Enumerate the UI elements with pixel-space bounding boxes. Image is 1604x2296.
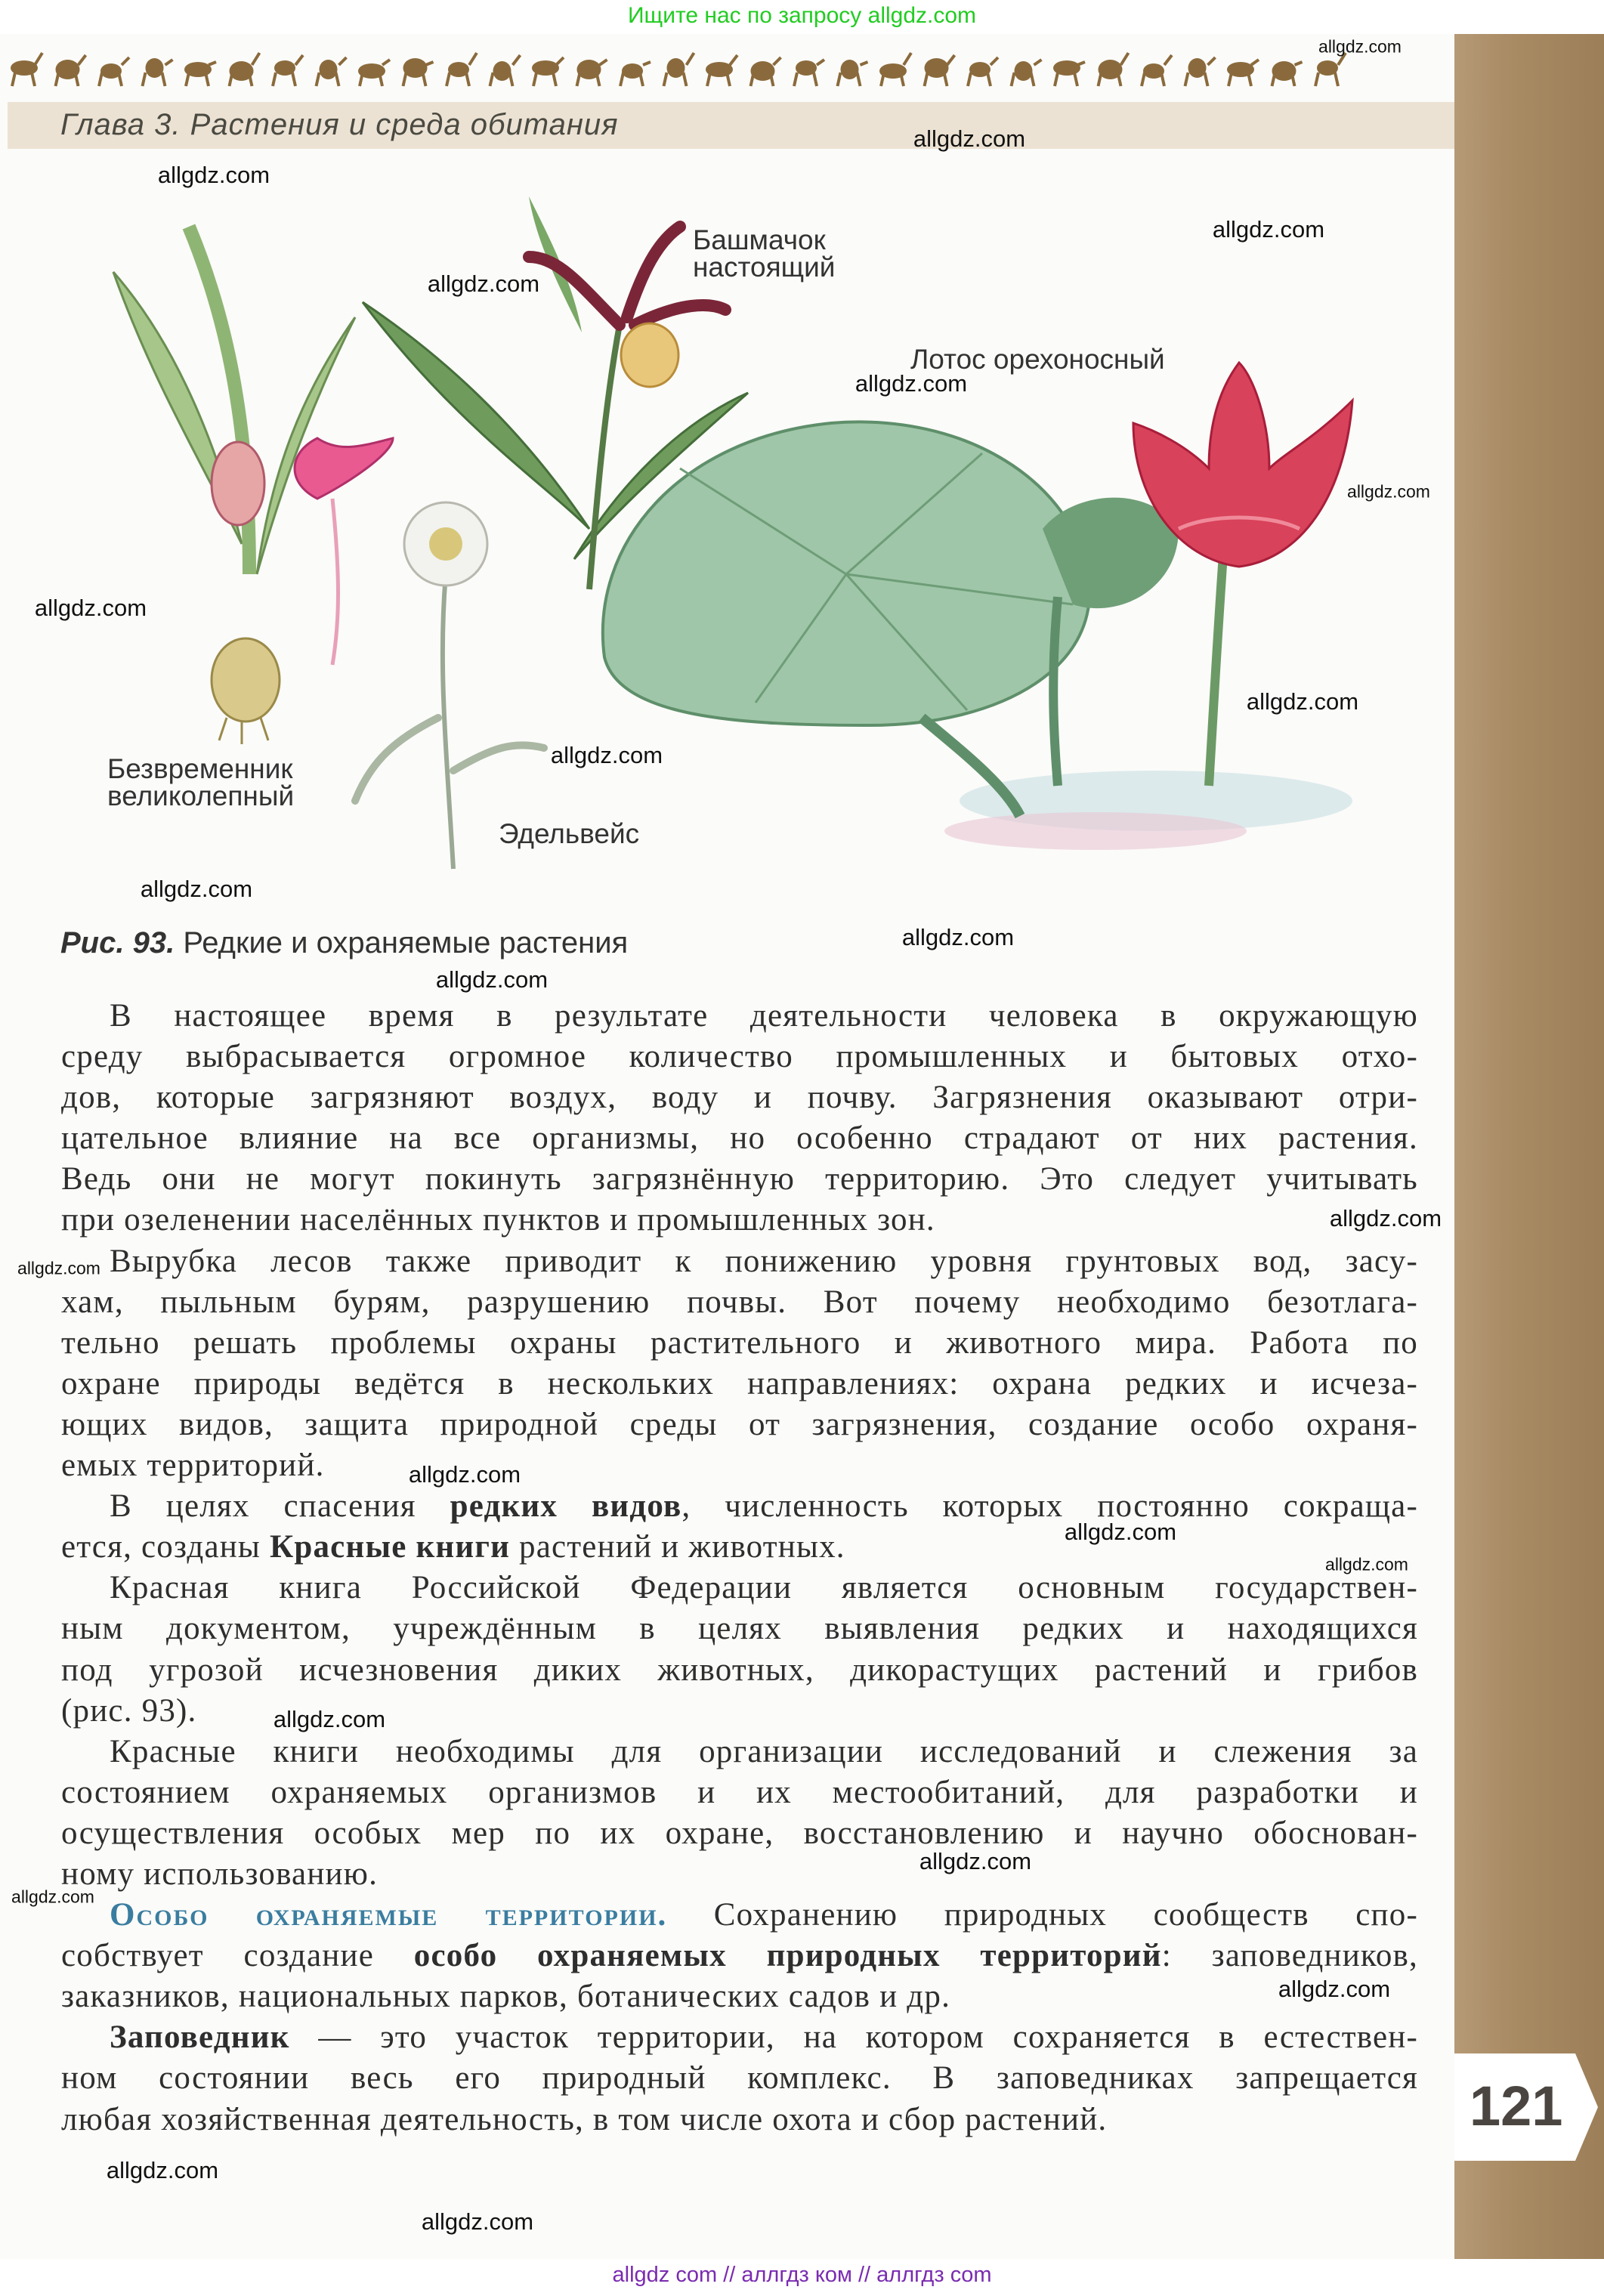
animal-silhouette-icon bbox=[447, 53, 477, 86]
watermark: allgdz.com bbox=[1318, 36, 1402, 57]
animal-silhouette-icon bbox=[664, 53, 694, 86]
label-colchicum bbox=[107, 753, 295, 811]
animal-silhouette-icon bbox=[403, 58, 434, 86]
animal-silhouette-icon bbox=[751, 57, 781, 86]
text-segment: В настоящее время в результате деятельности человека в окружающую bbox=[110, 998, 1418, 1034]
text-segment: при озеленении населённых пунктов и промышленных зон. bbox=[61, 1202, 935, 1238]
animal-silhouette-icon bbox=[1053, 60, 1085, 86]
text-segment: ется, созданы bbox=[61, 1529, 270, 1565]
text-line bbox=[61, 2100, 1418, 2140]
text-segment: В целях спасения bbox=[110, 1488, 450, 1525]
animal-silhouette-icon bbox=[925, 55, 955, 86]
text-line bbox=[61, 1895, 1418, 1936]
text-segment: Ведь они не могут покинуть загрязнённую территорию. Это следует учитывать bbox=[61, 1161, 1418, 1197]
label-line: Башмачок bbox=[693, 224, 826, 255]
watermark: allgdz.com bbox=[1329, 1205, 1442, 1231]
label-line: настоящий bbox=[693, 252, 836, 283]
text-segment: ному использованию. bbox=[61, 1856, 379, 1892]
watermark: allgdz.com bbox=[427, 270, 540, 297]
watermark: allgdz.com bbox=[273, 1706, 386, 1732]
text-line bbox=[61, 1976, 1418, 2017]
text-segment: осуществления особых мер по их охране, восстановлению и научно обоснован- bbox=[61, 1815, 1418, 1851]
watermark: allgdz.com bbox=[1347, 481, 1430, 502]
text-segment: состоянием охраняемых организмов и их местообитаний, для разработки и bbox=[61, 1774, 1418, 1810]
text-segment: емых территорий. bbox=[61, 1448, 325, 1484]
watermark: allgdz.com bbox=[1246, 688, 1359, 715]
animal-silhouette-icon bbox=[99, 57, 129, 86]
watermark: allgdz.com bbox=[1212, 216, 1325, 243]
book-spine-edge bbox=[1454, 34, 1604, 2259]
text-segment: растений и животных. bbox=[510, 1529, 845, 1565]
animal-silhouette-icon bbox=[230, 53, 260, 86]
animal-silhouette-icon bbox=[794, 60, 824, 86]
bold-term: редких видов bbox=[450, 1488, 682, 1525]
watermark: allgdz.com bbox=[421, 2208, 534, 2235]
bold-term: Красные книги bbox=[269, 1529, 511, 1565]
chapter-title: Глава 3. Растения и среда обитания bbox=[60, 108, 619, 141]
text-segment: тельно решать проблемы охраны растительного и животного мира. Работа по bbox=[61, 1324, 1418, 1361]
label-edelweiss: Эдельвейс bbox=[499, 818, 640, 849]
text-line bbox=[61, 1200, 1418, 1241]
text-line bbox=[61, 1323, 1418, 1364]
text-line bbox=[61, 1241, 1418, 1282]
animal-silhouette-icon bbox=[1315, 53, 1346, 86]
text-segment: Красные книги необходимы для организации исследований и слежения за bbox=[110, 1733, 1418, 1769]
watermark: allgdz.com bbox=[11, 1887, 94, 1907]
text-segment: среду выбрасывается огромное количество промышленных и бытовых отхо- bbox=[61, 1039, 1418, 1075]
text-segment: хам, пыльным бурям, разрушению почвы. Вот почему необходимо безотлага- bbox=[61, 1284, 1418, 1320]
animal-silhouette-icon bbox=[968, 57, 998, 86]
label-lotus: Лотос орехоносный bbox=[910, 344, 1165, 375]
text-line bbox=[61, 2017, 1418, 2058]
text-line bbox=[61, 1568, 1418, 1608]
text-line bbox=[61, 1282, 1418, 1323]
animal-silhouette-icon bbox=[273, 55, 303, 86]
text-segment: — это участок территории, на котором сохраняется в естествен- bbox=[289, 2019, 1418, 2056]
text-line bbox=[61, 1608, 1418, 1649]
watermark: allgdz.com bbox=[106, 2157, 219, 2183]
section-heading: Особо охраняемые территории. bbox=[110, 1897, 668, 1933]
text-line bbox=[61, 1037, 1418, 1077]
text-segment: Вырубка лесов также приводит к понижению уровня грунтовых вод, засу- bbox=[110, 1243, 1418, 1279]
watermark: allgdz.com bbox=[34, 595, 147, 621]
watermark: allgdz.com bbox=[919, 1848, 1032, 1874]
search-banner[interactable]: Ищите нас по запросу allgdz.com bbox=[627, 3, 977, 28]
text-segment: ным документом, учреждённым в целях выявления редких и находящихся bbox=[61, 1611, 1418, 1647]
chapter-header bbox=[8, 102, 1454, 149]
text-line bbox=[61, 1527, 1418, 1568]
watermark: allgdz.com bbox=[913, 125, 1026, 152]
text-line bbox=[61, 1445, 1418, 1486]
animal-silhouette-icon bbox=[11, 53, 42, 86]
text-line bbox=[61, 1691, 1418, 1732]
bold-term: Заповедник bbox=[110, 2019, 290, 2056]
animal-silhouette-icon bbox=[1227, 60, 1259, 86]
text-line bbox=[61, 2058, 1418, 2099]
text-segment: заказников, национальных парков, ботанических садов и др. bbox=[61, 1979, 951, 2015]
body-text bbox=[61, 996, 1418, 2140]
label-line: Безвременник bbox=[107, 753, 293, 784]
animal-silhouette-icon bbox=[1272, 61, 1303, 86]
text-line bbox=[61, 1854, 1418, 1895]
figure-caption bbox=[60, 926, 628, 960]
colchicum-plant bbox=[113, 227, 393, 744]
text-segment: ющих видов, защита природной среды от загрязнения, создание особо охраня- bbox=[61, 1406, 1418, 1442]
footer-links[interactable]: allgdz com // аллгдз ком // аллгдз com bbox=[612, 2263, 992, 2287]
animal-silhouette-icon bbox=[490, 55, 521, 86]
text-line bbox=[61, 1118, 1418, 1159]
animal-silhouette-icon bbox=[184, 62, 216, 86]
text-segment: : заповедников, bbox=[1161, 1938, 1418, 1974]
animal-silhouette-icon bbox=[143, 58, 173, 86]
animal-silhouette-icon bbox=[56, 55, 86, 86]
text-segment: под угрозой исчезновения диких животных, дикорастущих растений и грибов bbox=[61, 1652, 1418, 1688]
animal-silhouette-icon bbox=[879, 53, 911, 86]
text-line bbox=[61, 1732, 1418, 1772]
watermark: allgdz.com bbox=[435, 966, 549, 993]
text-segment: дов, которые загрязняют воздух, воду и почву. Загрязнения оказывают отри- bbox=[61, 1080, 1418, 1116]
animal-silhouette-icon bbox=[358, 60, 390, 86]
text-line bbox=[61, 1077, 1418, 1118]
text-line bbox=[61, 1936, 1418, 1976]
text-segment: охране природы ведётся в нескольких направлениях: охрана редких и исчеза- bbox=[61, 1365, 1418, 1401]
watermark: allgdz.com bbox=[157, 162, 270, 188]
animal-silhouette-icon bbox=[620, 62, 651, 86]
page-number: 121 bbox=[1470, 2075, 1563, 2137]
text-segment: , численность которых постоянно сокраща- bbox=[681, 1488, 1418, 1525]
bold-term: особо охраняемых природных территорий bbox=[413, 1938, 1162, 1974]
text-segment: цательное влияние на все организмы, но особенно страдают от них растения. bbox=[61, 1120, 1418, 1157]
edelweiss-plant bbox=[355, 502, 544, 869]
text-line bbox=[61, 1813, 1418, 1854]
text-segment: ном состоянии весь его природный комплекс. В заповедниках запрещается bbox=[61, 2060, 1418, 2097]
lotus-flower bbox=[1133, 363, 1352, 786]
caption-number: Рис. 93. bbox=[60, 926, 175, 959]
animal-silhouette-icon bbox=[532, 57, 564, 86]
watermark: allgdz.com bbox=[901, 924, 1015, 950]
animal-silhouette-icon bbox=[1185, 57, 1216, 86]
text-segment: собствует создание bbox=[61, 1938, 414, 1974]
animal-silhouette-icon bbox=[1012, 60, 1042, 86]
animal-silhouette-strip bbox=[0, 47, 1352, 91]
text-segment: Сохранению природных сообществ спо- bbox=[667, 1897, 1418, 1933]
animal-silhouette-icon bbox=[838, 60, 868, 86]
animal-silhouette-icon bbox=[1142, 55, 1172, 86]
text-line bbox=[61, 1364, 1418, 1404]
text-segment: (рис. 93). bbox=[61, 1692, 197, 1729]
label-lady-slipper bbox=[693, 224, 836, 283]
text-segment: Красная книга Российской Федерации является основным государствен- bbox=[110, 1570, 1418, 1606]
watermark: allgdz.com bbox=[855, 370, 968, 397]
watermark: allgdz.com bbox=[1278, 1976, 1391, 2002]
text-line bbox=[61, 1159, 1418, 1200]
lotus-water-reflection bbox=[944, 771, 1352, 850]
watermark: allgdz.com bbox=[1064, 1519, 1177, 1545]
lotus-leaf bbox=[603, 422, 1179, 816]
watermark: allgdz.com bbox=[408, 1461, 521, 1488]
caption-text: Редкие и охраняемые растения bbox=[183, 926, 629, 959]
animal-silhouette-icon bbox=[706, 55, 737, 86]
watermark: allgdz.com bbox=[17, 1258, 100, 1278]
animal-silhouette-icon bbox=[317, 57, 347, 86]
text-line bbox=[61, 1404, 1418, 1445]
text-segment: любая хозяйственная деятельность, в том числе охота и сбор растений. bbox=[61, 2101, 1108, 2137]
watermark: allgdz.com bbox=[1325, 1554, 1408, 1574]
animal-silhouette-icon bbox=[577, 60, 607, 86]
text-line bbox=[61, 1772, 1418, 1813]
watermark: allgdz.com bbox=[140, 876, 253, 902]
animal-silhouette-icon bbox=[1099, 53, 1129, 86]
text-line bbox=[61, 1486, 1418, 1527]
label-line: великолепный bbox=[107, 780, 295, 811]
watermark: allgdz.com bbox=[550, 742, 663, 768]
text-line bbox=[61, 1650, 1418, 1691]
text-line bbox=[61, 996, 1418, 1037]
